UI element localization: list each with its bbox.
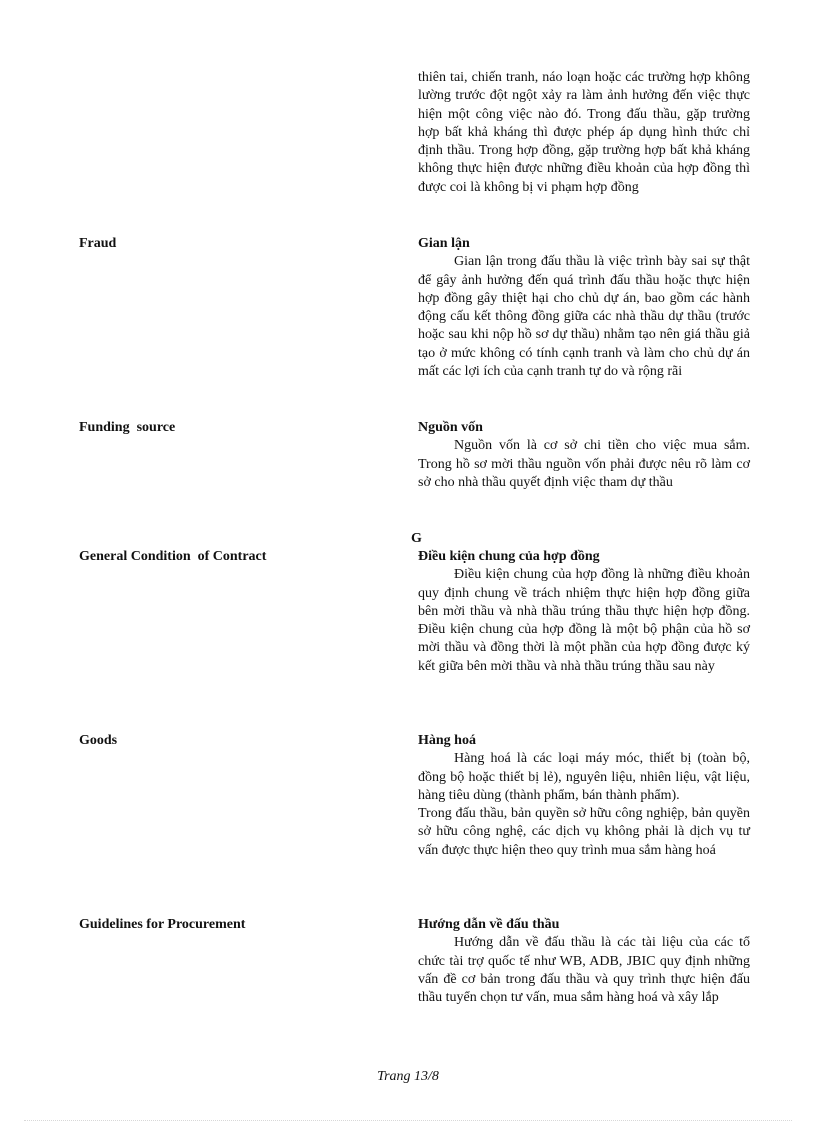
definition-paragraph: Hướng dẫn về đấu thầu là các tài liệu của các tổ chức tài trợ quốc tế như WB, ADB, JBIC quy định những vấn đề cơ bản trong đấu thầu và quy trình thực hiện đấu thầu tuyển chọn tư vấn, mua sắm hàng hoá và xây lắp [418,935,750,1006]
definition-heading: Hướng dẫn về đấu thầu [418,917,560,932]
definition-heading: Nguồn vốn [418,420,483,435]
definition-heading: Gian lận [418,236,470,251]
definition-paragraph: Điều kiện chung của hợp đồng là những điều khoản quy định chung về trách nhiệm thực hiện hợp đồng giữa bên mời thầu và nhà thầu trúng thầu thực hiện hợp đồng. Điều kiện chung của hợp đồng là một bộ phận của hồ sơ mời thầu và đồng thời là một phần của hợp đồng được ký kết giữa bên mời thầu và nhà thầu trúng thầu sau này [418,567,750,674]
definition-paragraph: Hàng hoá là các loại máy móc, thiết bị (toàn bộ, đồng bộ hoặc thiết bị lẻ), nguyên liệu, nhiên liệu, vật liệu, hàng tiêu dùng (thành phẩm, bán thành phẩm). [418,751,750,803]
definition-goods [418,732,750,860]
definition-guidelines-for-procurement [418,916,750,1007]
section-letter: G [411,531,422,546]
term-goods: Goods [79,733,118,748]
term-guidelines-for-procurement: Guidelines for Procurement [79,917,246,932]
definition-fraud [418,235,750,381]
definition-general-condition-of-contract [418,548,750,676]
intro-paragraph: thiên tai, chiến tranh, náo loạn hoặc các trường hợp không lường trước đột ngột xảy ra làm ảnh hưởng đến việc thực hiện một công việc nào đó. Trong đấu thầu, gặp trường hợp bất khả kháng thì được phép áp dụng hình thức chỉ định thầu. Trong hợp đồng, gặp trường hợp bất khả kháng không thực hiện được những điều khoản của hợp đồng thì được coi là không bị vi phạm hợp đồng [418,70,750,195]
definition-heading: Điều kiện chung của hợp đồng [418,549,600,564]
definition-paragraph-secondary: Trong đấu thầu, bản quyền sở hữu công nghiệp, bản quyền sở hữu công nghệ, các dịch vụ không phải là dịch vụ tư vấn được thực hiện theo quy trình mua sắm hàng hoá [418,806,750,858]
page-bottom-rule [24,1120,792,1121]
definition-heading: Hàng hoá [418,733,476,748]
term-fraud: Fraud [79,236,117,251]
definition-paragraph: Gian lận trong đấu thầu là việc trình bày sai sự thật để gây ảnh hưởng đến quá trình đấu thầu hoặc thực hiện hợp đồng gây thiệt hại cho chủ dự án, bao gồm các hành động cấu kết thông đồng giữa các nhà thầu dự thầu (trước hoặc sau khi nộp hồ sơ dự thầu) nhằm tạo nên giá thầu giả tạo ở mức không có tính cạnh tranh và làm cho chủ dự án mất các lợi ích của cạnh tranh tự do và rộng rãi [418,254,750,380]
page-number: Trang 13/8 [377,1069,439,1084]
definition-paragraph: Nguồn vốn là cơ sở chi tiền cho việc mua sắm. Trong hồ sơ mời thầu nguồn vốn phải được nêu rõ làm cơ sở cho nhà thầu quyết định việc tham dự thầu [418,438,750,490]
definition-funding-source [418,419,750,492]
term-general-condition-of-contract: General Condition of Contract [79,549,267,564]
term-funding-source: Funding source [79,420,176,435]
